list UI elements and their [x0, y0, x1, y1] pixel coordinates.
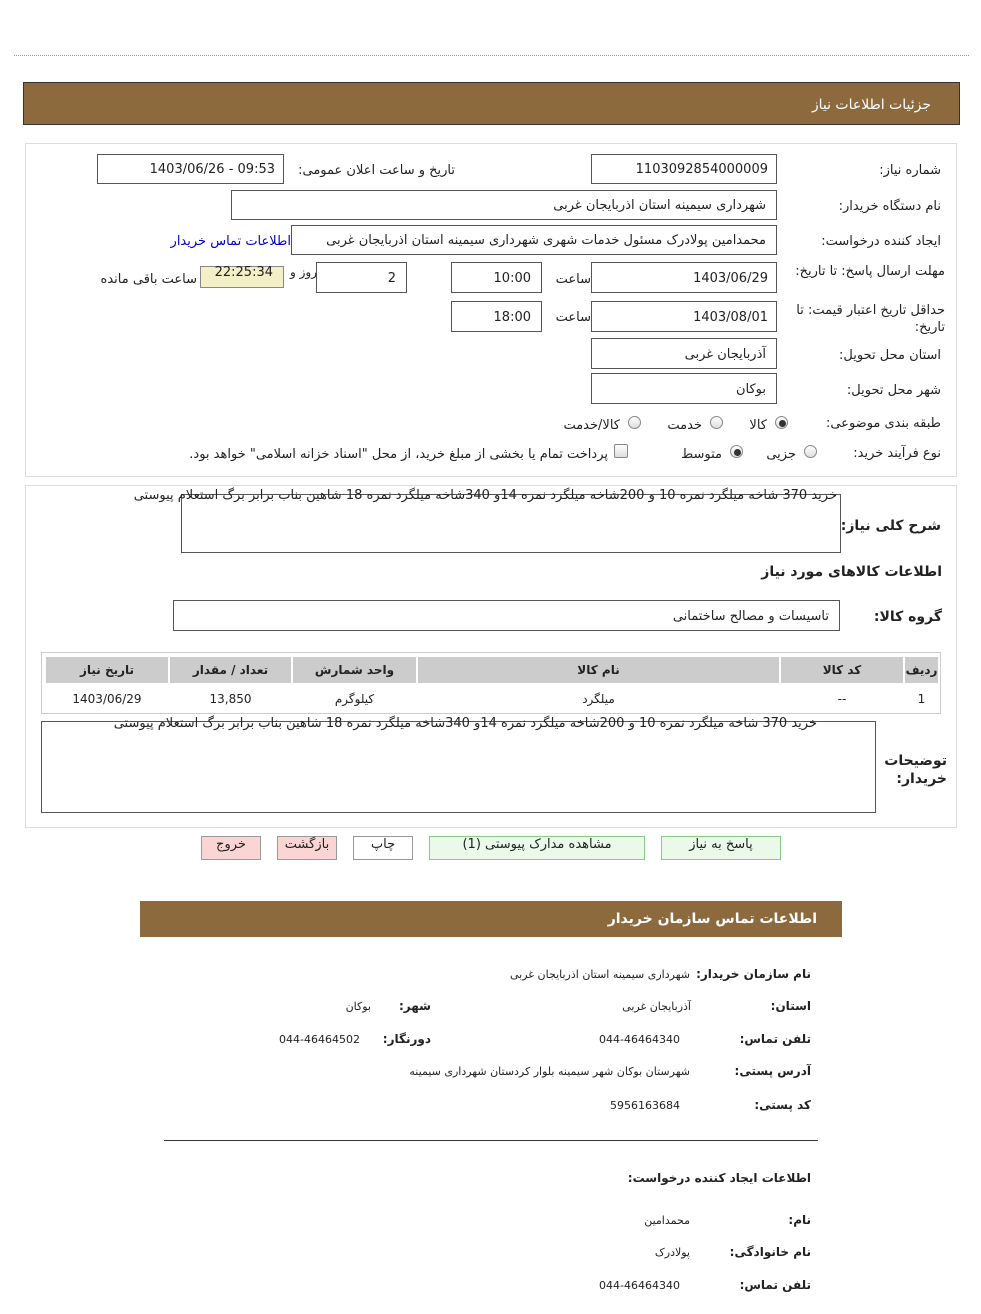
- announce-field: 1403/06/26 - 09:53: [97, 154, 284, 184]
- description-text: خرید 370 شاخه میلگرد نمره 10 و 200شاخه میلگرد نمره 14و 340شاخه میلگرد نمره 18 شاهین بناب برابر برگ استعلام پیوستی: [133, 488, 837, 503]
- category-option-service: خدمت: [667, 418, 702, 433]
- creator-phone-value: 044-46464340: [599, 1279, 680, 1292]
- top-divider: [14, 55, 969, 56]
- table-cell-row-number: 1: [917, 692, 926, 706]
- reply-time-field: 10:00: [451, 262, 542, 293]
- category-radio-goods[interactable]: [775, 416, 788, 429]
- address-label: آدرس پستی:: [734, 1064, 811, 1078]
- table-cell-name: میلگرد: [582, 692, 615, 706]
- table-header-name: نام کالا: [417, 656, 780, 684]
- reply-date-field: 1403/06/29: [591, 262, 777, 293]
- remaining-label: ساعت باقی مانده: [100, 272, 197, 287]
- payment-checkbox[interactable]: [614, 444, 628, 458]
- fax-label: دورنگار:: [382, 1032, 431, 1046]
- payment-text: پرداخت تمام یا بخشی از مبلغ خرید، از محل "اسناد خزانه اسلامی" خواهد بود.: [189, 447, 608, 462]
- creator-info-title: اطلاعات ایجاد کننده درخواست:: [627, 1171, 811, 1185]
- goods-group-label: گروه کالا:: [873, 609, 942, 625]
- table-header-row-number: ردیف: [904, 656, 939, 684]
- address-value: شهرستان بوکان شهر سیمینه بلوار کردستان شهرداری سیمینه: [409, 1065, 690, 1078]
- postal-label: کد پستی:: [754, 1098, 811, 1112]
- buyer-notes-text: خرید 370 شاخه میلگرد نمره 10 و 200شاخه میلگرد نمره 14و 340شاخه میلگرد نمره 18 شاهین بناب برابر برگ استعلام پیوستی: [113, 716, 817, 731]
- buyer-notes-textarea[interactable]: [41, 716, 876, 813]
- city-label: شهر محل تحویل:: [846, 383, 941, 398]
- contact-info-link[interactable]: اطلاعات تماس خریدار: [170, 234, 291, 249]
- postal-value: 5956163684: [610, 1099, 680, 1112]
- phone-label: تلفن تماس:: [739, 1032, 811, 1046]
- reply-button[interactable]: پاسخ به نیاز: [661, 836, 781, 860]
- contact-city-value: بوکان: [345, 1000, 371, 1013]
- first-name-label: نام:: [788, 1213, 811, 1227]
- page-header-bar: [23, 82, 960, 125]
- page-title: جزئیات اطلاعات نیاز: [811, 97, 931, 113]
- contact-divider: [164, 1140, 818, 1141]
- validity-date-field: 1403/08/01: [591, 301, 777, 332]
- back-button[interactable]: بازگشت: [277, 836, 337, 860]
- fax-value: 044-46464502: [279, 1033, 360, 1046]
- category-radio-service[interactable]: [710, 416, 723, 429]
- buyer-name-field: شهرداری سیمینه استان اذربایجان غربی: [231, 190, 777, 220]
- first-name-value: محمدامین: [644, 1214, 690, 1227]
- table-cell-code: --: [837, 692, 847, 706]
- phone-value: 044-46464340: [599, 1033, 680, 1046]
- province-label: استان محل تحویل:: [839, 348, 941, 363]
- process-radio-medium[interactable]: [730, 445, 743, 458]
- process-option-minor: جزیی: [766, 447, 796, 462]
- need-number-field: 1103092854000009: [591, 154, 777, 184]
- category-option-goods: کالا: [749, 418, 767, 433]
- table-header-code: کد کالا: [780, 656, 904, 684]
- table-header-unit: واحد شمارش: [292, 656, 417, 684]
- last-name-value: پولادرک: [654, 1246, 690, 1259]
- print-button[interactable]: چاپ: [353, 836, 413, 860]
- days-field: 2: [316, 262, 407, 293]
- contact-city-label: شهر:: [399, 999, 431, 1013]
- announce-label: تاریخ و ساعت اعلان عمومی:: [298, 163, 455, 178]
- goods-group-field: تاسیسات و مصالح ساختمانی: [173, 600, 840, 631]
- org-value: شهرداری سیمینه استان اذربایجان غربی: [510, 968, 690, 981]
- table-cell-quantity: 13,850: [209, 692, 252, 706]
- last-name-label: نام خانوادگی:: [729, 1245, 811, 1259]
- days-label: روز و: [290, 265, 317, 279]
- contact-province-value: آذربایجان غربی: [622, 1000, 691, 1013]
- need-number-label: شماره نیاز:: [879, 163, 941, 178]
- category-option-goods-service: کالا/خدمت: [563, 418, 620, 433]
- validity-label: حداقل تاریخ اعتبار قیمت: تا تاریخ:: [796, 303, 945, 335]
- validity-hour-label: ساعت: [555, 310, 591, 325]
- goods-section-title: اطلاعات کالاهای مورد نیاز: [761, 564, 942, 580]
- org-label: نام سازمان خریدار:: [696, 967, 811, 981]
- process-label: نوع فرآیند خرید:: [853, 446, 941, 461]
- description-textarea[interactable]: [133, 488, 841, 553]
- category-radio-goods-service[interactable]: [628, 416, 641, 429]
- reply-hour-label: ساعت: [555, 272, 591, 287]
- table-header-quantity: تعداد / مقدار: [169, 656, 292, 684]
- city-field: بوکان: [591, 373, 777, 404]
- contact-province-label: استان:: [770, 999, 811, 1013]
- reply-deadline-label: مهلت ارسال پاسخ: تا تاریخ:: [795, 264, 945, 279]
- table-cell-unit: کیلوگرم: [334, 692, 375, 706]
- creator-field: محمدامین پولادرک مسئول خدمات شهری شهرداری سیمینه استان اذربایجان غربی: [291, 225, 777, 255]
- buyer-name-label: نام دستگاه خریدار:: [838, 199, 941, 214]
- validity-time-field: 18:00: [451, 301, 542, 332]
- buyer-notes-label: توضیحات خریدار:: [884, 753, 947, 787]
- countdown-timer: 22:25:34: [200, 266, 284, 288]
- exit-button[interactable]: خروج: [201, 836, 261, 860]
- creator-label: ایجاد کننده درخواست:: [821, 234, 941, 249]
- contact-header-bar: [140, 901, 842, 937]
- attachments-button[interactable]: مشاهده مدارک پیوستی (1): [429, 836, 645, 860]
- creator-phone-label: تلفن تماس:: [739, 1278, 811, 1292]
- process-radio-minor[interactable]: [804, 445, 817, 458]
- province-field: آذربایجان غربی: [591, 338, 777, 369]
- contact-title: اطلاعات تماس سازمان خریدار: [607, 911, 817, 927]
- category-label: طبقه بندی موضوعی:: [825, 416, 941, 431]
- goods-table: [41, 652, 941, 714]
- process-option-medium: متوسط: [681, 447, 722, 462]
- description-label: شرح کلی نیاز:: [840, 518, 941, 534]
- table-cell-need-date: 1403/06/29: [72, 692, 142, 706]
- table-header-need-date: تاریخ نیاز: [45, 656, 169, 684]
